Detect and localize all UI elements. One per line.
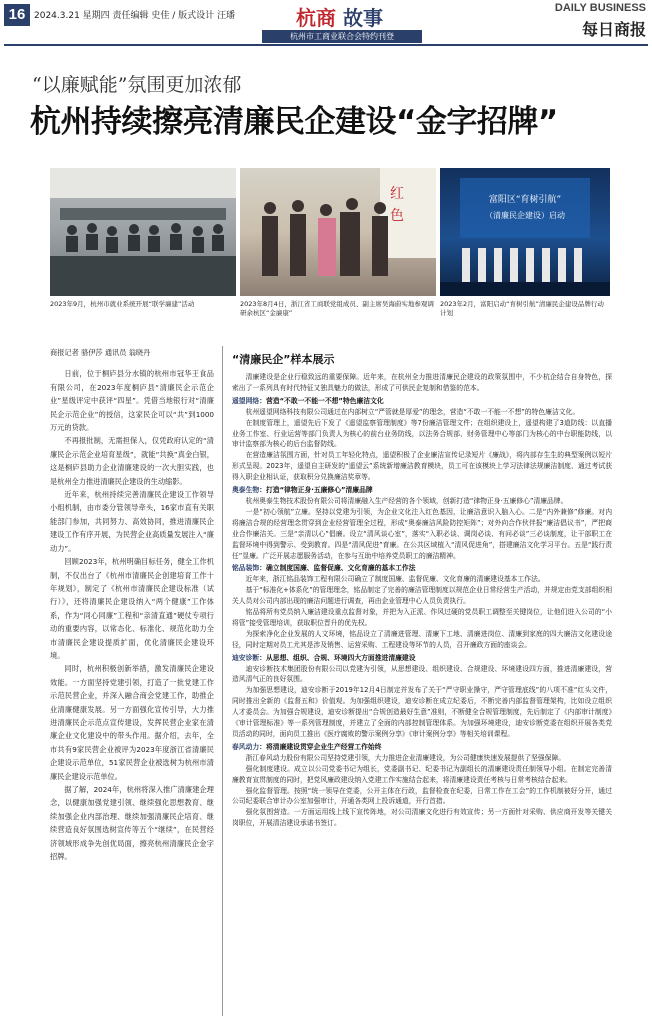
body-paragraph: 浙江春风动力股份有限公司坚持党建引领，大力推进企业清廉建设，为公司健康快速发展提供了坚强保障。 [245, 753, 566, 762]
byline: 商报记者 骆伊莎 通讯员 翁晓丹 [50, 348, 151, 357]
left-paragraphs [50, 367, 214, 863]
logo-red: 杭商 [296, 6, 336, 30]
article-kicker: “以廉赋能”氛围更加浓郁 [32, 74, 242, 96]
section-subheading [232, 742, 612, 753]
page-header [0, 0, 652, 46]
photo-caption: 2023年8月4日，浙江省工商联党组成员、副主席吴海蔚实地参观调研余杭区“金廉康” [240, 300, 434, 317]
subheading-text: ：打造“律物正身·五廉修心”清廉品牌 [259, 486, 373, 495]
svg-text:红: 红 [390, 186, 404, 202]
body-paragraph: 在营造廉洁氛围方面，针对员工年轻化特点，遥望积极了企业廉洁宣传记录短片《廉战》，将内部存生生的典型案例以短片形式呈现。2023年，遥望自主研发的“遥望云”系统新增廉洁教育模块，员工可在该模块上学习法律法规廉洁制度、通过考试获得入职企业相认证，获取积分兑换廉洁奖章等。 [232, 451, 612, 482]
launch-photo [440, 168, 610, 296]
brand-english: DAILY BUSINESS [554, 2, 646, 14]
column-divider [222, 346, 223, 1016]
right-column [232, 351, 612, 829]
meeting-photo [50, 168, 236, 296]
company-name: 奥泰生物 [232, 486, 260, 495]
company-name: 遥望网络 [232, 396, 260, 405]
body-paragraph: 回顾2023年，杭州明确目标任务，健全工作机制，不仅出台了《杭州市清廉民企创建培育工作十年规划》，制定了《杭州市清廉民企建设标准（试行）》，还将清廉民企建设纳入“两个健康”工作体系，作为“同心同廉”工程和“亲清直通”硬仗专项行动的重要内容，以常态化、标准化、规范化助力全市清廉民企建设提质扩面，优化清廉民企建设环境。 [50, 557, 214, 660]
section-tagline: 杭州市工商业联合会特约刊登 [262, 30, 422, 43]
body-paragraph: 据了解，2024年，杭州将深入推广清廉建企理念，以健康加强党建引领、继续强化思想教育、继续加强企业内部治理、继续加强清廉民企培育、继续营造良好氛围选树宣传等五个“继续”，在民营经济领域形成争先创优局面，擦亮杭州清廉民企金字招牌。 [50, 785, 214, 862]
body-paragraph: 近年来，浙江铭品装饰工程有限公司确立了制度国廉、监督促廉、文化育廉的清廉建设基本工作法。 [245, 575, 545, 584]
body-paragraph: 近年来，杭州持续完善清廉民企建设工作领导小组机制，由市委分管领导牵头，16家市直有关职能部门参加，共同努力、高效协同，推进清廉民企建设工作有序开展，为民营企业高质量发展注入“廉动力”。 [50, 490, 214, 553]
article-headline: 杭州持续擦亮清廉民企建设“金字招牌” [30, 104, 558, 140]
section-subheading [232, 653, 612, 664]
brand-chinese: 每日商报 [581, 20, 646, 39]
body-paragraph: 日前，位于桐庐县分水镇的杭州市冠华王食品有限公司，在2023年度桐庐县“清廉民企示范企业”星级评定中获评“四星”。凭借当地银行对“清廉民企示范企业”的授信，这家民企可以“共”到1000万元的贷款。 [50, 369, 214, 433]
section-logo [296, 2, 383, 31]
visit-photo [240, 168, 436, 296]
subheading-text: ：营造“不敢一不能一不想”特色廉洁文化 [259, 396, 384, 405]
body-paragraph: 迪安诊断技术集团股份有限公司以党建为引领，从思想建设、组织建设、合规建设、环境建设四方面，推进清廉建设，营造风清气正的良好氛围。 [232, 664, 612, 684]
svg-text:富阳区“育树引航”: 富阳区“育树引航” [488, 195, 562, 205]
body-paragraph: 同时，杭州积极创新举措，激发清廉民企建设效能。一方面坚持党建引领，打造了一批党建工作示范民营企业，并深入融合商会党建工作，助推企业清廉健康发展。另一方面强化宣传引导，大力推进清廉民企示范点宣传建设，发挥民营企业家在清廉企业文化建设中的带头作用。据介绍，去年，全市共有9家民营企业被评为2023年度浙江省清廉民企建设示范单位，51家民营企业被选树为杭州市清廉民企建设示范单位。 [50, 664, 214, 781]
section-subheading [232, 563, 612, 574]
svg-text:（清廉民企建设）启动: （清廉民企建设）启动 [485, 211, 565, 220]
body-paragraph: 杭州奥泰生物技术股份有限公司将清廉融入生产经营的各个领域，创新打造“律物正身·五廉修心”清廉品牌。 [245, 496, 568, 505]
sidebar-title: “清廉民企”样本展示 [232, 353, 335, 366]
left-column [50, 346, 214, 863]
company-name: 迪安诊断 [232, 653, 260, 662]
section-subheading [232, 485, 612, 496]
body-paragraph: 在制度管理上，遥望先后下发了《遥望监察管理制度》等7份廉洁管理文件；在组织建设上，遥望构建了3道防线：以直播业务工作室、行业运营等部门负责人为核心的前台业务防线，以法务合规部、财务管理中心等部门为核心的中台职能防线，以审计监察部为核心的后台监督防线。 [232, 418, 612, 449]
logo-blue: 故事 [342, 6, 383, 30]
body-paragraph: 不再报批制，无需担保人，仅凭政府认定的“清廉民企示范企业培育星级”，就能“共换”真金白银，这是桐庐县助力企业清廉建设的一次大胆实践，也是杭州全力推进清廉民企建设的生动缩影。 [50, 436, 214, 486]
right-blocks [232, 372, 612, 829]
svg-text:色: 色 [390, 208, 404, 224]
company-name: 铭品装饰 [232, 564, 260, 573]
date-line: 2024.3.21 星期四 责任编辑 史佳 / 版式设计 汪璠 [34, 11, 236, 21]
subheading-text: ：从思想、组织、合规、环境四大方面推进清廉建设 [259, 653, 416, 662]
body-paragraph: 基于“标准化+体系化”的管理理念，铭品制定了完善的廉洁管理制度以规范企业日常经营生产活动，并规定由党支部组织相关人员对公司内部出现的廉洁问题进行调查，再由企业管理中心人员负责执行。 [232, 586, 612, 606]
body-paragraph: 强化监督管理。按照“统一领导在党委，公开主体在行政，监督检查在纪委，日常工作在工会”的工作机制被好分开，通过公司纪委联合审计办公室加强审计，开通各类网上投诉通道，开行首措。 [232, 786, 612, 806]
company-name: 春风动力 [232, 742, 260, 751]
body-paragraph: 铭品将所有党员纳入廉洁建设重点监督对象，并把为入正派、作风过硬的党员职工调整至关键岗位，让他们进入公司的“小将管”接受管理培训，获取职位晋升的优先权。 [232, 608, 612, 627]
subheading-text: ：将清廉建设贯穿企业生产经营工作始终 [259, 742, 382, 751]
body-paragraph: 为加强思想建设，迪安诊断于2019年12月4日制定并发布了关于“严守职业操守，严守管理底线”的八项不准“红头文件，同时推出全新的《监督五和》价值观。为加强组织建设，迪安诊断在成立纪委后，不断完善内部监督管理架构，比如设立组织人才委员会。为加强合规建设，迪安诊断提出“合规创造最好生意”准则，不断健全合规管理制度，先后制定了《内部审计制度》《审计管理标准》等一系列管理制度，并建立了全面的内部控制管理体系。为加强环境建设，迪安诊断党委在组织开展各类党员活动的同时，面向员工推出《医疗腐败的警示案例分享》《审计案例分享》等相关培训课程。 [232, 686, 612, 738]
section-subheading [232, 396, 612, 407]
body-paragraph: 强化氛围营造。一方面运用线上线下宣传阵地，对公司清廉文化进行有效宣传；另一方面针对采购、供应商开发等关键关岗职位，开展清洁建设承诺书签订。 [232, 808, 612, 828]
body-paragraph: 清廉建设是企业行稳致远的重要保障。近年来，在杭州全力推进清廉民企建设的政策氛围中，不少杭企结合自身特色，探索出了一系列具有时代特征又独具魅力的做法，形成了可供民企复制和借鉴的范本。 [232, 373, 612, 392]
body-paragraph: 为探索净化企业发展的人文环境，铭品设立了清廉进管理、清廉下工地、清廉进岗位、清廉到家庭的四大廉洁文化建设途径，同时定期对员工尤其是涉及销售、运营采购、工程建设等环节的人员，召开廉政方面的座谈会。 [232, 629, 612, 649]
body-paragraph: 强化制度建设。成立以公司党委书记为组长，党委副书记、纪委书记为副组长的清廉建设责任制领导小组。在制定完善清廉教育宣贯制度的同时，把党风廉政建设纳入党建工作实施结合起来，将清廉建设责任考核与日常考核结合起来。 [232, 764, 612, 784]
header-rule [4, 44, 648, 46]
body-paragraph: 一是“初心领航”立廉。坚持以党建为引领，为企业文化注入红色基因，让廉洁意识入脑入心。二是“内外兼修”修廉。对内将廉洁合规的经营理念贯穿到企业经营管理全过程，形成“奥泰廉洁风险防控矩阵”；对外向合作伙伴报“廉洁倡议书”，严把商业合作廉洁关。三是“亲清以心”倡廉。设立“清风谈心室”，落实“入职必谈、调岗必谈、有问必谈”三必谈制度，让干部职工在监督环境中得到警示、受到教育。四是“清风促进”育廉。在公共区域植入“清风促进角”，搭建廉洁文化学习平台。五是“践行责任”显廉。广泛开展志愿服务活动，在参与互助中培养党员职工的廉洁精神。 [232, 507, 612, 560]
photo-caption: 2023年2月，富阳启动“育树引航”清廉民企建设品牌行动计划 [440, 300, 604, 317]
body-paragraph: 杭州遥望网络科技有限公司通过在内部树立“严管就是厚爱”的理念，营造“不敢一不能一不想”的特色廉洁文化。 [245, 407, 580, 416]
page-number: 16 [4, 4, 30, 26]
subheading-text: ：确立制度国廉、监督促廉、文化育廉的基本工作法 [259, 564, 416, 573]
photo-caption: 2023年9月，杭州市就业系统开展“联学廉建”活动 [50, 300, 195, 308]
